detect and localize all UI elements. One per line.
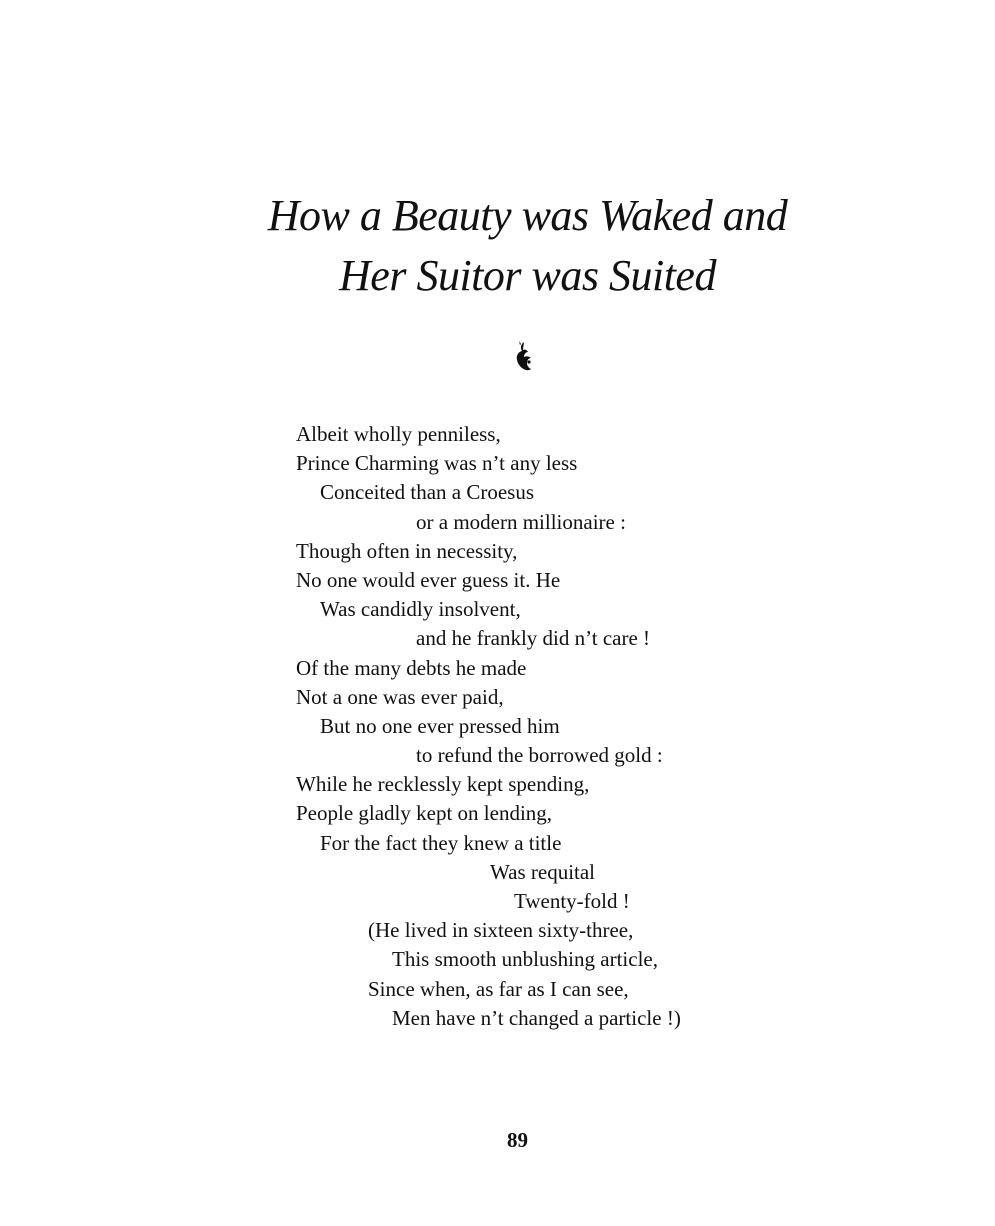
- poem-line: Was requital: [490, 859, 596, 884]
- poem-line: People gladly kept on lending,: [296, 801, 553, 826]
- poem-line: Prince Charming was n’t any less: [296, 451, 578, 476]
- poem-line: Albeit wholly penniless,: [296, 422, 501, 446]
- poem-body: [296, 420, 681, 1033]
- poem-title: [0, 186, 995, 306]
- title-line-2: Her Suitor was Suited: [339, 251, 716, 300]
- poem-line: or a modern millionaire :: [416, 509, 626, 534]
- fleuron-icon: [512, 340, 534, 374]
- title-line-1: How a Beauty was Waked and: [267, 191, 788, 240]
- poem-line: Was candidly insolvent,: [320, 597, 521, 622]
- poem-line: Not a one was ever paid,: [296, 684, 504, 709]
- poem-line: No one would ever guess it. He: [296, 567, 561, 592]
- poem-line: Though often in necessity,: [296, 538, 518, 563]
- poem-line: For the fact they knew a title: [320, 830, 562, 855]
- poem-line: Conceited than a Croesus: [320, 480, 535, 505]
- poem-line: Since when, as far as I can see,: [368, 976, 629, 1001]
- poem-line: Men have n’t changed a particle !): [392, 1005, 681, 1030]
- page-number: 89: [507, 1128, 528, 1152]
- poem-line: But no one ever pressed him: [320, 713, 560, 738]
- poem-line: Of the many debts he made: [296, 655, 527, 680]
- poem-line: This smooth unblushing article,: [392, 947, 658, 972]
- poem-line: and he frankly did n’t care !: [416, 626, 651, 651]
- poem-line: Twenty-fold !: [514, 889, 630, 913]
- poem-line: (He lived in sixteen sixty-three,: [368, 918, 634, 943]
- poem-line: While he recklessly kept spending,: [296, 772, 590, 797]
- poem-line: to refund the borrowed gold :: [416, 743, 663, 768]
